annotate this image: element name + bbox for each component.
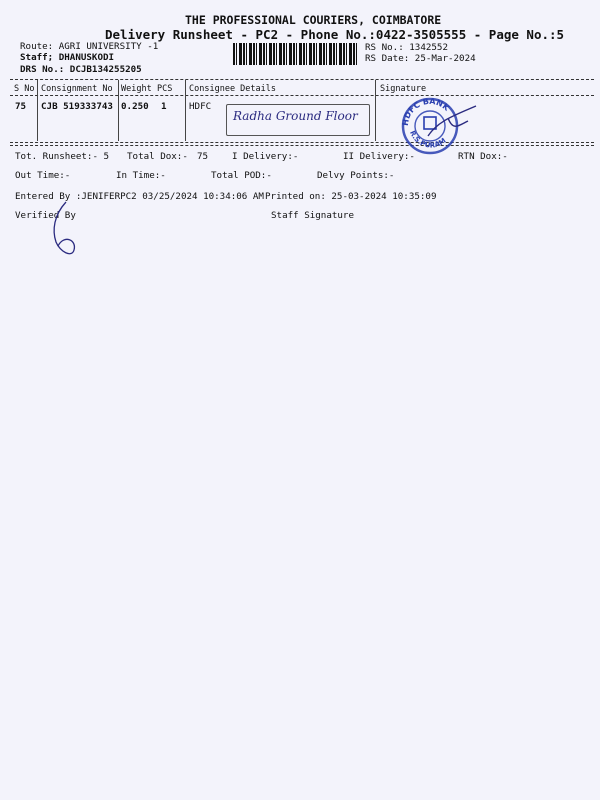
rs-number: RS No.: 1342552	[365, 42, 448, 53]
delvy-points: Delvy Points:-	[317, 170, 395, 181]
staff-signature-label: Staff Signature	[271, 210, 354, 221]
staff-label: Staff; DHANUSKODI	[20, 52, 115, 63]
out-time: Out Time:-	[15, 170, 71, 181]
col-header-weight: Weight	[121, 84, 152, 94]
entered-by: Entered By :JENIFERPC2 03/25/2024 10:34:06 AM	[15, 191, 264, 202]
stamp-text-bottom: R.S.PURAM	[408, 129, 448, 150]
row-sno: 75	[15, 101, 27, 112]
rtn-dox: RTN Dox:-	[458, 151, 508, 162]
row-pcs: 1	[161, 101, 167, 112]
row-weight: 0.250	[121, 101, 149, 112]
verified-by: Verified By	[15, 210, 76, 221]
table-header-rule	[10, 95, 594, 96]
row-consignment-no: CJB 519333743	[41, 101, 113, 112]
company-title: THE PROFESSIONAL COURIERS, COIMBATORE	[185, 13, 442, 27]
col-header-sno: S No	[14, 84, 35, 94]
col-divider	[37, 80, 38, 141]
table-bottom-rule	[10, 142, 594, 143]
rs-date: RS Date: 25-Mar-2024	[365, 53, 476, 64]
route-label: Route: AGRI UNIVERSITY -1	[20, 41, 159, 52]
in-time: In Time:-	[116, 170, 166, 181]
handwritten-note: Radha Ground Floor	[233, 109, 358, 123]
runsheet-subtitle: Delivery Runsheet - PC2 - Phone No.:0422-3505555 - Page No.:5	[105, 27, 565, 42]
col-header-consignee: Consignee Details	[189, 84, 276, 94]
col-header-signature: Signature	[380, 84, 427, 94]
col-header-consignment: Consignment No	[41, 84, 113, 94]
barcode	[233, 43, 357, 65]
tot-runsheet: Tot. Runsheet:- 5	[15, 151, 110, 162]
row-consignee: HDFC	[189, 101, 212, 112]
col-divider	[118, 80, 119, 141]
verifier-signature	[44, 200, 84, 260]
total-dox-value: 75	[197, 151, 209, 162]
i-delivery: I Delivery:-	[232, 151, 299, 162]
table-top-rule	[10, 79, 594, 80]
total-pod: Total POD:-	[211, 170, 272, 181]
total-dox-label: Total Dox:-	[127, 151, 188, 162]
printed-on: Printed on: 25-03-2024 10:35:09	[265, 191, 437, 202]
drs-number: DRS No.: DCJB134255205	[20, 64, 142, 75]
ii-delivery: II Delivery:-	[343, 151, 415, 162]
col-header-pcs: PCS	[157, 84, 173, 94]
col-divider	[185, 80, 186, 141]
stamp-text-top: HDFC BANK	[400, 96, 451, 127]
col-divider	[375, 80, 376, 141]
table-bottom-rule-2	[10, 145, 594, 146]
